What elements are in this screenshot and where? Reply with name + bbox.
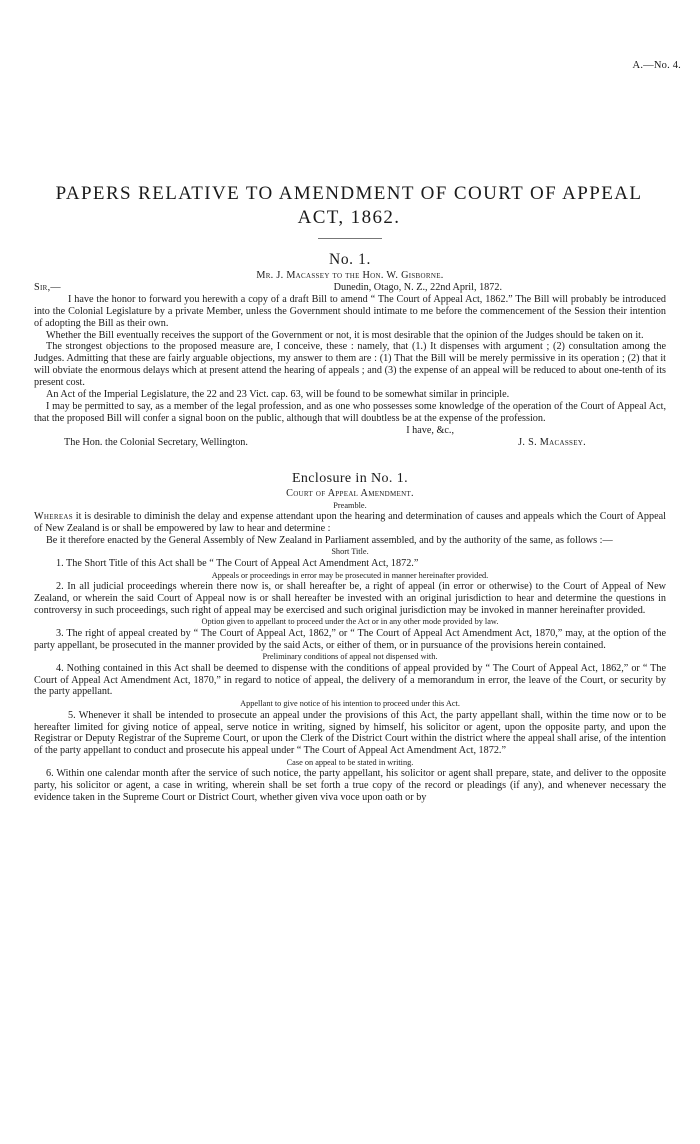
section-4-text: 4. Nothing contained in this Act shall be deemed to dispense with the conditions of appeal provided by “ The Court of Appeal Act, 1862,” or “ The Court of Appeal Act Amendment Act, 1870,” in regard to notice of appeal, the delivery of a memorandum in error, the leave of the Court, or security by the party appellant. bbox=[34, 662, 666, 698]
preamble-whereas: Whereas bbox=[34, 510, 73, 522]
letter-closing: I have, &c., bbox=[406, 424, 454, 436]
section-4-note: Preliminary conditions of appeal not dispensed with. bbox=[262, 652, 438, 662]
letter-signoff bbox=[34, 437, 666, 449]
place-date: Dunedin, Otago, N. Z., 22nd April, 1872. bbox=[333, 281, 502, 293]
enclosure-heading: Enclosure in No. 1. bbox=[291, 470, 409, 486]
preamble-text: it is desirable to diminish the delay and expense attendant upon the hearing and determination of causes and appeals which the Court of Appeal of New Zealand is or shall be empowered by law to hear and determine : bbox=[34, 510, 666, 534]
letter-header bbox=[34, 282, 666, 294]
section-3-text: 3. The right of appeal created by “ The Court of Appeal Act, 1862,” or “ The Court of Appeal Act Amendment Act, 1870,” may, at the option of the party appellant, be prosecuted in the manner provided by the said Acts, or either of them, or in pursuance of the provisions herein contained. bbox=[34, 627, 666, 651]
letter-from-to: Mr. J. Macassey to the Hon. W. Gisborne. bbox=[256, 270, 444, 281]
enclosure-subheading: Court of Appeal Amendment. bbox=[286, 487, 414, 499]
section-5-text: 5. Whenever it shall be intended to prosecute an appeal under the provisions of this Act, the party appellant shall, within the time now or to be hereafter limited for giving notice of appeal, serve notice in writing, signed by himself, his solicitor or agent, upon the opposite party, and upon the Registrar or Deputy Registrar of the Supreme Court, or upon the Clerk of the District Court within the district where the appeal shall arise, of the intention of the party appellant to conduct and prosecute his appeal under “ The Court of Appeal Act Amendment Act, 1872.” bbox=[34, 709, 666, 757]
letter-addressee: The Hon. the Colonial Secretary, Wellington. bbox=[64, 436, 248, 448]
letter-signature: J. S. Macassey. bbox=[518, 436, 586, 448]
section-1-text: 1. The Short Title of this Act shall be “ The Court of Appeal Act Amendment Act, 1872.” bbox=[56, 557, 419, 569]
title-rule bbox=[318, 238, 382, 239]
preamble-label: Preamble. bbox=[333, 500, 367, 510]
document-title bbox=[34, 182, 664, 230]
title-line-1: PAPERS RELATIVE TO AMENDMENT OF COURT OF APPEAL bbox=[55, 183, 643, 204]
letter-number: No. 1. bbox=[329, 251, 371, 268]
document-reference: A.—No. 4. bbox=[632, 60, 681, 71]
preamble bbox=[34, 511, 666, 535]
salutation: Sir,— bbox=[34, 281, 61, 293]
section-5-note: Appellant to give notice of his intention to proceed under this Act. bbox=[240, 699, 460, 709]
section-1-note: Short Title. bbox=[331, 547, 369, 557]
section-6-note: Case on appeal to be stated in writing. bbox=[286, 758, 414, 768]
section-3-note: Option given to appellant to proceed under the Act or in any other mode provided by law. bbox=[201, 617, 499, 627]
letter-paragraph-4: An Act of the Imperial Legislature, the 22 and 23 Vict. cap. 63, will be found to be somewhat similar in principle. bbox=[46, 389, 510, 401]
section-2-note: Appeals or proceedings in error may be prosecuted in manner hereinafter provided. bbox=[211, 570, 489, 580]
letter-paragraph-3: The strongest objections to the proposed measure are, I conceive, these : namely, that (1.) It dispenses with argument ; (2) consultation among the Judges. Admitting that these are fairly arguable objections, my answer to them are : (1) That the Bill will be merely permissive in its operation ; (2) that it will obviate the enormous delays which at present attend the hearing of appeals ; and (3) the expense of an appeal will be reduced to about one-tenth of its present cost. bbox=[34, 341, 666, 389]
section-6-text: 6. Within one calendar month after the service of such notice, the party appellant, his solicitor or agent shall prepare, state, and deliver to the opposite party, his solicitor or agent, a case in writing, wherein shall be set forth a true copy of the record or pleadings (if any), and whenever necessary the evidence taken in the Supreme Court or District Court, whether given viva voce upon oath or by bbox=[34, 768, 666, 804]
letter-paragraph-5: I may be permitted to say, as a member of the legal profession, and as one who possesses some knowledge of the operation of the Court of Appeal Act, that the proposed Bill will confer a signal boon on the public, although that will doubtless be at the expense of the profession. bbox=[34, 400, 666, 424]
document-body bbox=[34, 250, 666, 804]
section-2-text: 2. In all judicial proceedings wherein there now is, or shall hereafter be, a right of appeal (in error or otherwise) to the Court of Appeal of New Zealand, or wherein the said Court of Appeal now is or shall hereafter be invested with an original jurisdiction to hear and determine the questions in controversy in such proceedings, such right of appeal may be exercised and such original jurisdiction may be invoked in manner hereinafter provided. bbox=[34, 580, 666, 616]
letter-paragraph-1: I have the honor to forward you herewith a copy of a draft Bill to amend “ The Court of Appeal Act, 1862.” The Bill will probably be introduced into the Colonial Legislature by a private Member, unless the Government should intimate to me before the commencement of the Session their intention of adopting the Bill as their own. bbox=[34, 293, 666, 329]
letter-paragraph-2: Whether the Bill eventually receives the support of the Government or not, it is most desirable that the opinion of the Judges should be taken on it. bbox=[46, 329, 644, 341]
title-line-2: ACT, 1862. bbox=[297, 207, 401, 228]
enacting-clause: Be it therefore enacted by the General Assembly of New Zealand in Parliament assembled, and by the authority of the same, as follows :— bbox=[46, 534, 613, 546]
